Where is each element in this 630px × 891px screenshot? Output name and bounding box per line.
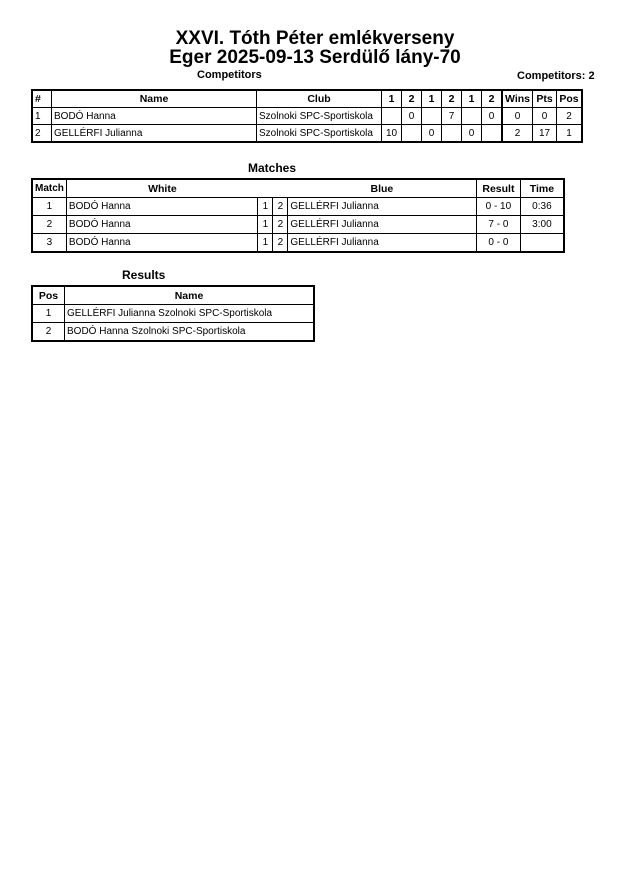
score-cell [482, 125, 503, 143]
col-name: Name [52, 90, 257, 108]
match-result: 7 - 0 [476, 216, 520, 234]
competitor-pos: 2 [557, 108, 583, 125]
score-cell: 10 [382, 125, 402, 143]
table-row [32, 305, 314, 323]
table-row [32, 108, 582, 125]
competitor-pts: 0 [533, 108, 557, 125]
col-score-4: 2 [442, 90, 462, 108]
matches-table [31, 178, 565, 253]
score-cell: 0 [482, 108, 503, 125]
result-pos: 2 [32, 323, 65, 342]
white-number: 1 [258, 234, 273, 253]
col-score-3: 1 [422, 90, 442, 108]
blue-number: 2 [273, 234, 288, 253]
competitor-num: 1 [32, 108, 52, 125]
competitor-name: GELLÉRFI Julianna [52, 125, 257, 143]
col-time: Time [520, 179, 564, 198]
table-row [32, 216, 564, 234]
match-number: 2 [32, 216, 66, 234]
col-blue: Blue [288, 179, 477, 198]
match-time [520, 234, 564, 253]
matches-heading: Matches [248, 161, 297, 175]
white-number: 1 [258, 198, 273, 216]
competitor-name: BODÓ Hanna [52, 108, 257, 125]
col-match: Match [32, 179, 66, 198]
result-pos: 1 [32, 305, 65, 323]
col-score-6: 2 [482, 90, 503, 108]
score-cell: 0 [462, 125, 482, 143]
col-blue-num [273, 179, 288, 198]
results-table [31, 285, 315, 342]
white-competitor: BODÓ Hanna [66, 234, 258, 253]
table-row [32, 323, 314, 342]
score-cell: 0 [422, 125, 442, 143]
col-white-num [258, 179, 273, 198]
table-row [32, 198, 564, 216]
white-competitor: BODÓ Hanna [66, 216, 258, 234]
col-pos: Pos [557, 90, 583, 108]
event-title: XXVI. Tóth Péter emlékverseny [175, 28, 455, 49]
score-cell [442, 125, 462, 143]
score-cell: 7 [442, 108, 462, 125]
competitor-pts: 17 [533, 125, 557, 143]
white-competitor: BODÓ Hanna [66, 198, 258, 216]
white-number: 1 [258, 216, 273, 234]
result-name: GELLÉRFI Julianna Szolnoki SPC-Sportiskola [65, 305, 315, 323]
competitor-club: Szolnoki SPC-Sportiskola [257, 125, 382, 143]
table-row [32, 234, 564, 253]
blue-competitor: GELLÉRFI Julianna [288, 234, 477, 253]
score-cell [382, 108, 402, 125]
score-cell [462, 108, 482, 125]
competitor-num: 2 [32, 125, 52, 143]
blue-number: 2 [273, 216, 288, 234]
score-cell [402, 125, 422, 143]
col-white: White [66, 179, 258, 198]
col-score-5: 1 [462, 90, 482, 108]
col-num: # [32, 90, 52, 108]
competitors-count: Competitors: 2 [517, 70, 595, 82]
competitor-wins: 0 [502, 108, 533, 125]
score-cell: 0 [402, 108, 422, 125]
col-result-name: Name [65, 286, 315, 305]
competitor-pos: 1 [557, 125, 583, 143]
col-score-2: 2 [402, 90, 422, 108]
match-time: 3:00 [520, 216, 564, 234]
results-heading: Results [122, 268, 166, 282]
blue-number: 2 [273, 198, 288, 216]
match-result: 0 - 0 [476, 234, 520, 253]
col-pts: Pts [533, 90, 557, 108]
blue-competitor: GELLÉRFI Julianna [288, 198, 477, 216]
col-club: Club [257, 90, 382, 108]
match-number: 3 [32, 234, 66, 253]
event-subtitle: Eger 2025-09-13 Serdülő lány-70 [169, 47, 461, 68]
score-cell [422, 108, 442, 125]
competitor-club: Szolnoki SPC-Sportiskola [257, 108, 382, 125]
competitors-header-row [32, 90, 582, 108]
match-number: 1 [32, 198, 66, 216]
result-name: BODÓ Hanna Szolnoki SPC-Sportiskola [65, 323, 315, 342]
matches-header-row [32, 179, 564, 198]
col-result-pos: Pos [32, 286, 65, 305]
competitors-heading: Competitors [197, 69, 262, 81]
match-time: 0:36 [520, 198, 564, 216]
results-header-row [32, 286, 314, 305]
table-row [32, 125, 582, 143]
col-score-1: 1 [382, 90, 402, 108]
col-wins: Wins [502, 90, 533, 108]
competitors-table [31, 89, 583, 143]
blue-competitor: GELLÉRFI Julianna [288, 216, 477, 234]
match-result: 0 - 10 [476, 198, 520, 216]
competitor-wins: 2 [502, 125, 533, 143]
col-result: Result [476, 179, 520, 198]
